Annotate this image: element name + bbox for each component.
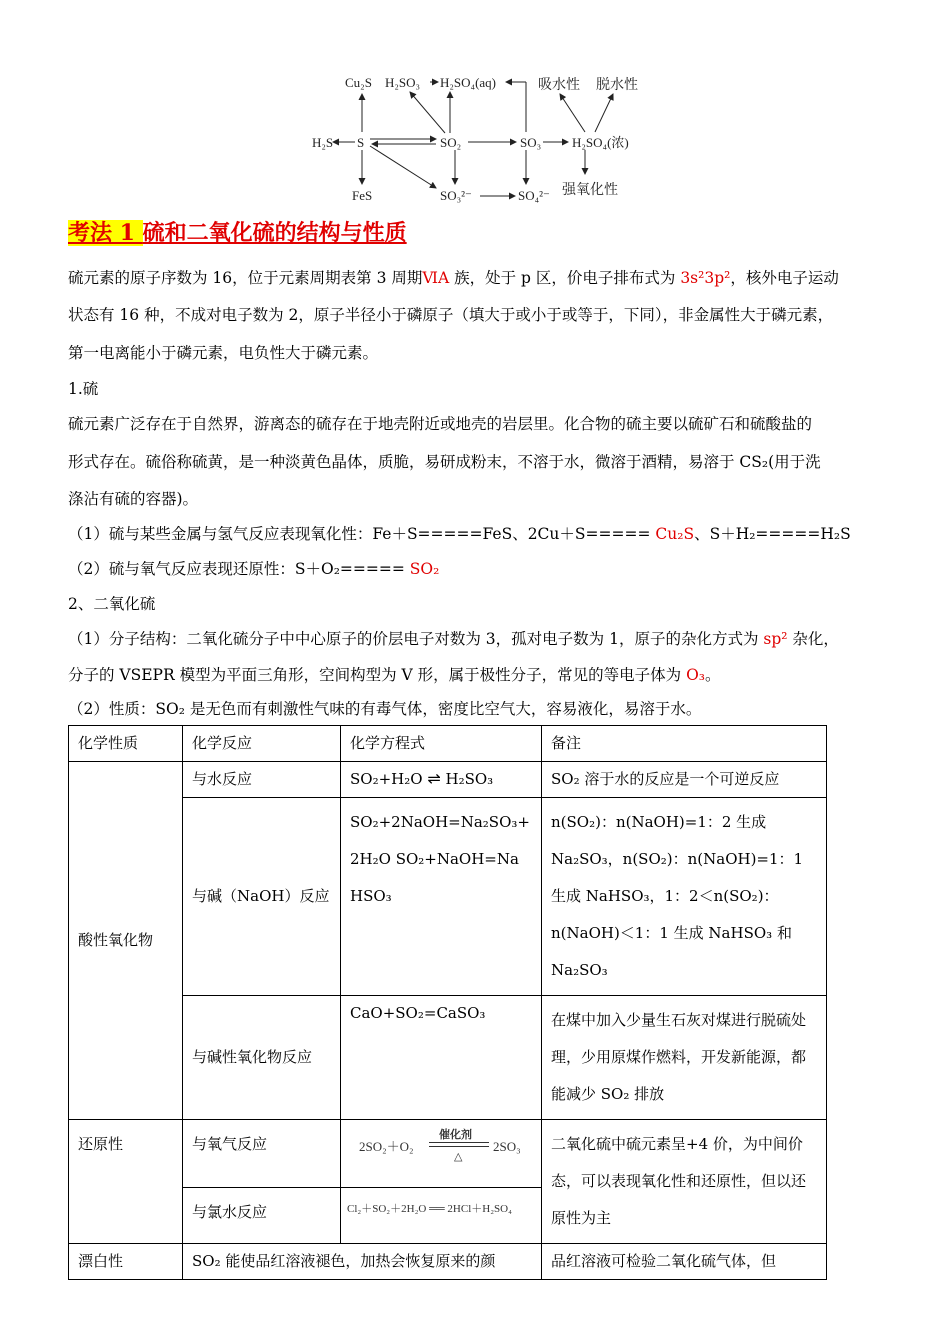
node-cu2s: Cu₂S <box>345 75 372 90</box>
oxygen-equation: 2SO₂＋O₂ 催化剂 △ 2SO₃ <box>359 1129 521 1163</box>
so2-properties: （2）性质：SO₂ 是无色而有刺激性气味的有毒气体，密度比空气大，容易液化，易溶于水。 <box>68 700 702 718</box>
node-h2so4-conc: H₂SO₄(浓) <box>572 135 629 150</box>
table-row: 与氯水反应 Cl₂＋SO₂＋2H₂O ══ 2HCl＋H₂SO₄ <box>69 1187 827 1243</box>
intro-line-3: 第一电离能小于磷元素，电负性大于磷元素。 <box>68 344 379 362</box>
sulfur-oxidizing-reactions: （1）硫与某些金属与氢气反应表现氧化性：Fe＋S=====FeS、2Cu＋S===== Cu₂S、S＋H₂=====H₂S <box>68 525 851 543</box>
label-absorb-water: 吸水性 <box>538 77 580 93</box>
node-so3: SO₃ <box>520 135 542 150</box>
section-heading <box>68 216 407 247</box>
sulfur-reducing-reaction: （2）硫与氧气反应表现还原性：S＋O₂===== SO₂ <box>68 560 440 578</box>
acid-oxide-cell: 酸性氧化物 <box>78 931 154 949</box>
water-equation: SO₂+H₂O ⇌ H₂SO₃ <box>350 769 494 788</box>
node-so4-ion: SO₄²⁻ <box>518 188 550 203</box>
node-s: S <box>357 135 365 150</box>
node-so2: SO₂ <box>440 135 462 150</box>
table-row: 酸性氧化物 与水反应 SO₂+H₂O ⇌ H₂SO₃ SO₂ 溶于水的反应是一个可逆反应 <box>69 762 827 798</box>
label-dehydrate: 脱水性 <box>596 77 638 93</box>
heading-tag: 考法 1 <box>68 220 143 246</box>
sulfur-para-3: 涤沾有硫的容器)。 <box>68 490 199 508</box>
intro-line-1: 硫元素的原子序数为 16，位于元素周期表第 3 周期ⅥA 族，处于 p 区，价电子排布式为 3s²3p²，核外电子运动 <box>68 269 839 287</box>
table-row: 与碱（NaOH）反应 SO₂+2NaOH=Na₂SO₃+2H₂O SO₂+NaOH=NaHSO₃ n(SO₂)：n(NaOH)=1：2 生成 Na₂SO₃，n(SO₂)：n(NaOH)=1：1 生成 NaHSO₃，1：2＜n(SO₂)：n(NaOH)＜1：1 生成 NaHSO₃ 和 Na₂SO₃ <box>69 798 827 996</box>
table-row: 还原性 与氧气反应 2SO₂＋O₂ 催化剂 △ 2SO₃ 二氧化硫中硫元素呈+4 价，为中间价态，可以表现氧化性和还原性，但以还原性为主 <box>69 1120 827 1188</box>
so2-structure-line-2: 分子的 VSEPR 模型为平面三角形，空间构型为 V 形，属于极性分子，常见的等电子体为 O₃。 <box>68 666 721 684</box>
sulfur-para-1: 硫元素广泛存在于自然界，游离态的硫存在于地壳附近或地壳的岩层里。化合物的硫主要以硫矿石和硫酸盐的 <box>68 415 813 433</box>
node-h2so3: H₂SO₃ <box>385 75 421 90</box>
so2-title: 2、二氧化硫 <box>68 595 156 613</box>
so2-properties-table <box>68 725 827 1280</box>
sulfur-conversion-diagram <box>300 70 650 210</box>
sulfur-para-2: 形式存在。硫俗称硫黄，是一种淡黄色晶体，质脆，易研成粉末，不溶于水，微溶于酒精，易溶于 CS₂(用于洗 <box>68 453 821 471</box>
so2-structure-line-1: （1）分子结构：二氧化硫分子中中心原子的价层电子对数为 3，孤对电子数为 1，原子的杂化方式为 sp² 杂化， <box>68 630 839 648</box>
table-row: 与碱性氧化物反应 CaO+SO₂=CaSO₃ 在煤中加入少量生石灰对煤进行脱硫处理，少用原煤作燃料，开发新能源，都能减少 SO₂ 排放 <box>69 996 827 1120</box>
table-row: 漂白性 SO₂ 能使品红溶液褪色，加热会恢复原来的颜 品红溶液可检验二氧化硫气体，但 <box>69 1244 827 1280</box>
label-oxidizing: 强氧化性 <box>562 182 618 198</box>
table-header-row: 化学性质 化学反应 化学方程式 备注 <box>69 726 827 762</box>
heading-title: 硫和二氧化硫的结构与性质 <box>142 220 407 246</box>
node-h2s: H₂S <box>312 135 334 150</box>
node-fes: FeS <box>352 188 373 203</box>
intro-line-2: 状态有 16 种，不成对电子数为 2，原子半径小于磷原子（填大于或小于或等于，下同），非金属性大于磷元素， <box>68 306 834 324</box>
node-h2so4aq: H₂SO₄(aq) <box>440 75 496 90</box>
node-so3-ion: SO₃²⁻ <box>440 188 472 203</box>
sulfur-title: 1.硫 <box>68 380 99 398</box>
